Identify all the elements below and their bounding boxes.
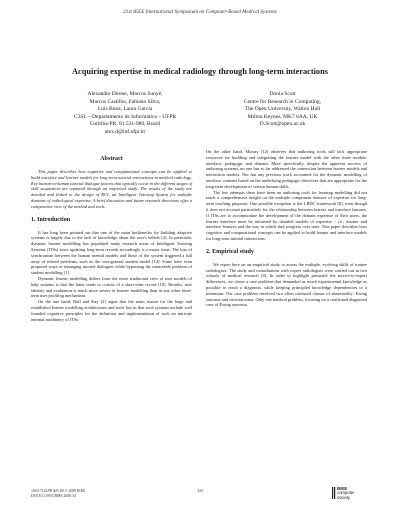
paper-title: Acquiring expertise in medical radiology through long-term interactions <box>72 67 328 76</box>
paragraph: On the other hand, Murray [12] observes that authoring tools still lack appropriate resources for building and integrating the learner model with the other three models: interface, pedagogic and domain. More specifically, despite the apparent success of authoring systems, no one has so far addressed the connection between learner models and interaction models. Nor has any previous work accounted for the dynamic modelling of interface contents based on the underlying pedagogic directives that are appropriate for the long-term development of certain human skills. <box>206 149 367 189</box>
email-line: D.Scott@open.ac.uk <box>259 121 306 128</box>
ieee-computer-society-logo <box>337 486 369 502</box>
logo-text-society: society <box>337 494 351 500</box>
left-column <box>31 149 192 322</box>
address-line: Curitiba-PR, 81.531-980, Brazil <box>89 121 161 128</box>
logo-text-ieee: IEEE <box>337 486 348 491</box>
paragraph: We report here on an empirical study to assess the multiple, evolving skills of trainee radiologists. The study and consultations with expert radiologists were carried out in two schools of medical research [4]. In order to highlight primarily the novice-to-expert differences, we chose a case problem that demanded as much experimental knowledge as possible to reach a diagnosis, while keeping principled knowledge dependencies to a minimum. The case problem involved two often confused classes of abnormality: Ewing sarcoma and osteosarcoma. Only one medical problem, focusing on a confirmed diagnosed case of Ewing sarcoma, <box>206 261 367 308</box>
author-block-left <box>50 91 200 137</box>
affiliation-line: C3SL – Departamento de Informática – UFPR <box>73 113 177 120</box>
paragraph: It has long been pointed out that one of the main bottlenecks for building adaptive systems is largely due to the lack of knowledge about the user's beliefs [2]. In particular, dynamic learner modelling has populated many research areas of Intelligent Tutoring Systems (ITSs) since updating long-term records accordingly is a major issue. The loss of synchronism between the human mental models and those of the system triggered a full array of related problems, such as the over-general student model [14]. Some have even proposed ways of managing tutorial dialogues while bypassing the intractable problem of student modelling [1]. <box>31 229 192 276</box>
author-line: Luis Bona, Laura García <box>97 106 153 113</box>
author-line: Alexandre Direne, Marcos Sunyé, <box>87 91 163 97</box>
section2-heading: 2. Empirical study <box>206 248 254 255</box>
email-line: alex.d@inf.ufpr.br <box>104 128 146 135</box>
right-column <box>206 149 367 308</box>
address-line: Milton Keynes, MK7 6AA, UK <box>247 113 318 120</box>
affiliation-line: Centre for Research in Computing, <box>243 98 322 105</box>
paragraph: Dynamic learner modelling differs from the more traditional view of user models of help systems is that the latter tends to consist of a short-term record [10]. Besides, user identity and evaluation is much more severe in learner modelling than in any other short-term user profiling mechanism. <box>31 275 192 299</box>
paragraph: The few attempts there have been on authoring tools for learning modelling did not reach a comprehensive insight on the multiple component features of expertise for long-term teaching purposes. One possible exception is the LRDC framework [8], even though it does not account particularly for the relationship between learner and interface features. If ITSs are to accommodate the development of the domain expertise of their users, the learner interface must be informed by detailed models of expertise - i.e., learner and interface features and the way in which they progress over time. This paper describes how cognitive and computational concepts can be applied to build learner and interface models for long-term tutorial interactions. <box>206 189 367 241</box>
introduction-heading: 1. Introduction <box>31 216 71 223</box>
doi-line: DOI 10.1109/CBMS.2008.34 <box>31 494 76 498</box>
abstract-text: This paper describes how cognitive and computational concepts can be applied to build interface and learner models for long-term tutorial interactions in medical radiology. Key human-to-human tutorial dialogue factors that typically occur in the different stages of skill acquisition are captured through an empirical study. The results of the study are detailed and linked to the design of RUI, an Intelligent Tutoring System for multiple domains of radiological expertise. A brief discussion and future research directions offer a comparative view of the method and tools. <box>31 169 192 209</box>
logo-mark-icon <box>332 487 336 499</box>
conference-header: 21st IEEE International Symposium on Computer-Based Medical Systems <box>123 9 277 15</box>
page-number: 433 <box>197 489 203 493</box>
logo-text-computer: computer <box>337 490 355 495</box>
abstract-heading: Abstract <box>100 156 123 162</box>
author-line: Donia Scott <box>269 91 296 97</box>
author-block-right <box>210 91 355 129</box>
paragraph: On the one hand, Bull and Kay [2] argue that the main reason for the large and established learner modelling architectures and tools lies in that such systems include well founded cognitive principles for the definition and implementation of such an intricate internal machinery of ITSs. <box>31 299 192 322</box>
author-line: Marcos Castilho, Fabiano Silva, <box>89 98 161 105</box>
isbn-line: 1063-7125/08 $25.00 © 2008 IEEE <box>31 489 86 493</box>
affiliation-line: The Open University, Walton Hall <box>244 106 321 113</box>
